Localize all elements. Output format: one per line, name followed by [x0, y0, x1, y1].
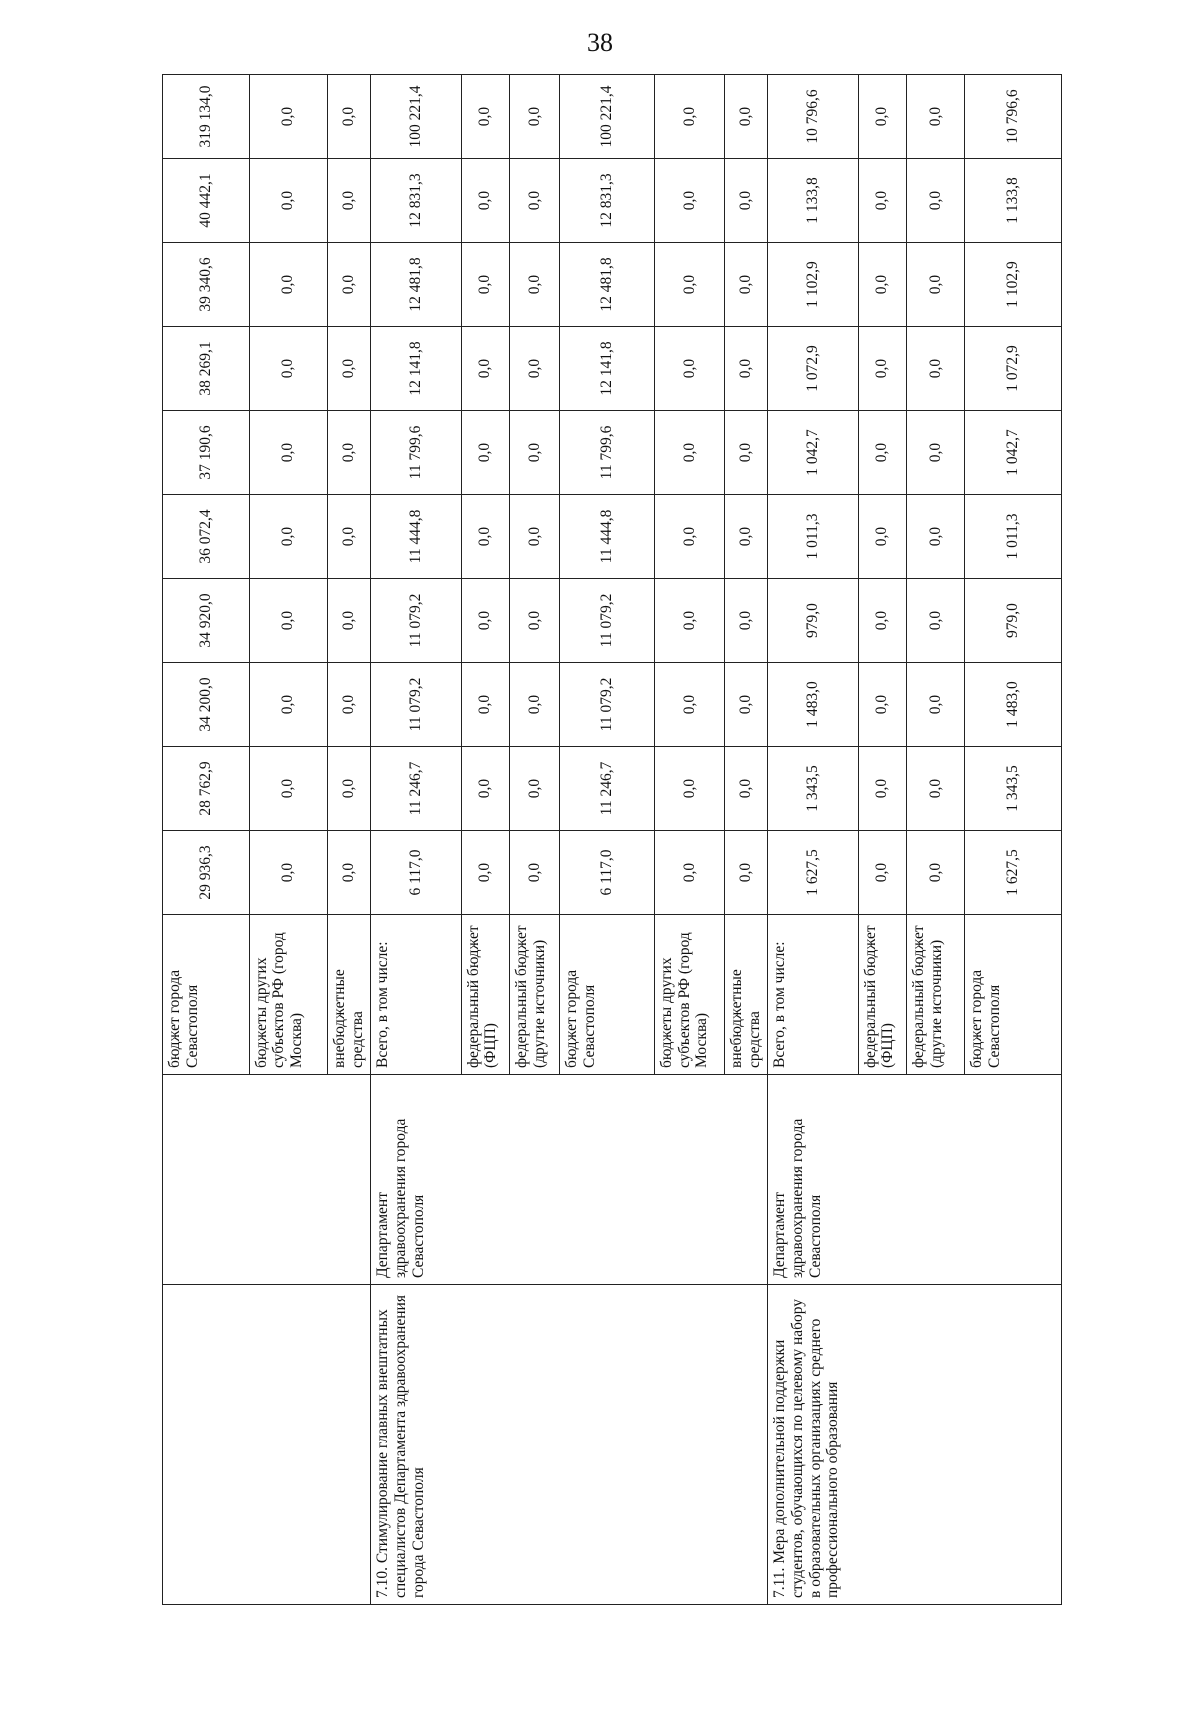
value-cell: 11 079,2 — [370, 579, 461, 663]
value-cell: 12 831,3 — [370, 159, 461, 243]
value-cell-total: 0,0 — [461, 75, 509, 159]
value-cell: 0,0 — [858, 747, 906, 831]
value-cell: 12 141,8 — [370, 327, 461, 411]
source-cell: федеральный бюджет (ФЦП) — [461, 915, 509, 1075]
value-cell-total: 0,0 — [249, 75, 328, 159]
value-cell: 11 799,6 — [370, 411, 461, 495]
value-cell: 0,0 — [858, 495, 906, 579]
value-cell: 0,0 — [654, 243, 724, 327]
value-cell-total: 100 221,4 — [370, 75, 461, 159]
value-cell: 11 246,7 — [370, 747, 461, 831]
value-cell: 0,0 — [906, 243, 964, 327]
table-row — [163, 75, 250, 1605]
value-cell: 11 079,2 — [560, 579, 655, 663]
value-cell: 0,0 — [249, 747, 328, 831]
value-cell: 1 102,9 — [768, 243, 859, 327]
value-cell: 0,0 — [725, 747, 768, 831]
value-cell: 0,0 — [654, 411, 724, 495]
rotated-table-wrapper — [162, 75, 1062, 1605]
value-cell-total: 0,0 — [858, 75, 906, 159]
executor-cell — [163, 1075, 371, 1285]
value-cell: 0,0 — [654, 495, 724, 579]
value-cell: 11 079,2 — [560, 663, 655, 747]
value-cell: 1 343,5 — [965, 747, 1062, 831]
value-cell: 0,0 — [328, 327, 371, 411]
value-cell: 0,0 — [249, 495, 328, 579]
value-cell: 0,0 — [509, 831, 559, 915]
value-cell: 0,0 — [328, 579, 371, 663]
value-cell: 0,0 — [858, 243, 906, 327]
value-cell: 0,0 — [725, 327, 768, 411]
value-cell: 1 102,9 — [965, 243, 1062, 327]
value-cell: 34 920,0 — [163, 579, 250, 663]
value-cell: 0,0 — [249, 159, 328, 243]
value-cell: 0,0 — [328, 243, 371, 327]
value-cell: 0,0 — [249, 411, 328, 495]
value-cell: 1 072,9 — [768, 327, 859, 411]
value-cell: 0,0 — [725, 159, 768, 243]
value-cell: 0,0 — [858, 327, 906, 411]
value-cell: 34 200,0 — [163, 663, 250, 747]
source-cell: внебюджетные средства — [725, 915, 768, 1075]
value-cell: 1 011,3 — [768, 495, 859, 579]
value-cell: 1 627,5 — [965, 831, 1062, 915]
source-cell: внебюджетные средства — [328, 915, 371, 1075]
value-cell: 0,0 — [328, 663, 371, 747]
value-cell-total: 0,0 — [328, 75, 371, 159]
value-cell: 11 799,6 — [560, 411, 655, 495]
value-cell: 0,0 — [509, 663, 559, 747]
value-cell-total: 100 221,4 — [560, 75, 655, 159]
value-cell: 0,0 — [725, 663, 768, 747]
value-cell: 0,0 — [509, 495, 559, 579]
value-cell: 1 483,0 — [965, 663, 1062, 747]
value-cell-total: 10 796,6 — [768, 75, 859, 159]
value-cell: 28 762,9 — [163, 747, 250, 831]
value-cell: 0,0 — [654, 579, 724, 663]
value-cell: 0,0 — [509, 159, 559, 243]
value-cell: 0,0 — [858, 579, 906, 663]
value-cell: 0,0 — [249, 831, 328, 915]
value-cell: 11 246,7 — [560, 747, 655, 831]
table-row — [768, 75, 859, 1605]
value-cell-total: 0,0 — [906, 75, 964, 159]
source-cell: бюджеты других субъектов РФ (город Москва) — [654, 915, 724, 1075]
value-cell: 0,0 — [858, 159, 906, 243]
value-cell: 1 133,8 — [965, 159, 1062, 243]
value-cell: 0,0 — [906, 411, 964, 495]
value-cell: 0,0 — [906, 831, 964, 915]
value-cell: 12 141,8 — [560, 327, 655, 411]
value-cell: 979,0 — [965, 579, 1062, 663]
value-cell: 979,0 — [768, 579, 859, 663]
value-cell: 0,0 — [328, 411, 371, 495]
value-cell: 36 072,4 — [163, 495, 250, 579]
source-cell: бюджеты других субъектов РФ (город Москва) — [249, 915, 328, 1075]
value-cell: 0,0 — [461, 831, 509, 915]
value-cell: 0,0 — [725, 411, 768, 495]
value-cell: 0,0 — [461, 579, 509, 663]
value-cell: 12 481,8 — [560, 243, 655, 327]
value-cell: 0,0 — [509, 243, 559, 327]
value-cell: 0,0 — [906, 579, 964, 663]
value-cell: 0,0 — [654, 159, 724, 243]
value-cell-total: 319 134,0 — [163, 75, 250, 159]
source-cell: Всего, в том числе: — [768, 915, 859, 1075]
source-cell: федеральный бюджет (другие источники) — [906, 915, 964, 1075]
value-cell-total: 0,0 — [654, 75, 724, 159]
value-cell: 0,0 — [906, 159, 964, 243]
value-cell: 0,0 — [509, 327, 559, 411]
value-cell: 37 190,6 — [163, 411, 250, 495]
executor-cell-7-11: Департамент здравоохранения города Севастополя — [768, 1075, 1062, 1285]
value-cell: 0,0 — [328, 159, 371, 243]
value-cell: 0,0 — [249, 327, 328, 411]
value-cell-total: 10 796,6 — [965, 75, 1062, 159]
value-cell: 11 079,2 — [370, 663, 461, 747]
value-cell: 0,0 — [461, 663, 509, 747]
value-cell: 0,0 — [328, 747, 371, 831]
value-cell: 0,0 — [906, 495, 964, 579]
value-cell: 0,0 — [328, 831, 371, 915]
source-cell: бюджет города Севастополя — [163, 915, 250, 1075]
measure-cell-7-10: 7.10. Стимулирование главных внештатных специалистов Департамента здравоохранения города Севастополя — [370, 1285, 767, 1605]
budget-table — [162, 74, 1062, 1605]
value-cell: 0,0 — [509, 747, 559, 831]
value-cell: 29 936,3 — [163, 831, 250, 915]
value-cell: 1 042,7 — [768, 411, 859, 495]
value-cell: 0,0 — [249, 579, 328, 663]
value-cell: 12 481,8 — [370, 243, 461, 327]
value-cell: 0,0 — [906, 663, 964, 747]
value-cell: 0,0 — [858, 663, 906, 747]
value-cell: 40 442,1 — [163, 159, 250, 243]
value-cell: 1 483,0 — [768, 663, 859, 747]
value-cell: 1 042,7 — [965, 411, 1062, 495]
value-cell: 6 117,0 — [370, 831, 461, 915]
value-cell: 1 011,3 — [965, 495, 1062, 579]
value-cell: 0,0 — [906, 327, 964, 411]
source-cell: бюджет города Севастополя — [965, 915, 1062, 1075]
value-cell: 11 444,8 — [370, 495, 461, 579]
value-cell: 1 627,5 — [768, 831, 859, 915]
value-cell: 0,0 — [509, 579, 559, 663]
value-cell: 39 340,6 — [163, 243, 250, 327]
source-cell: федеральный бюджет (другие источники) — [509, 915, 559, 1075]
value-cell: 1 343,5 — [768, 747, 859, 831]
value-cell: 0,0 — [461, 159, 509, 243]
value-cell: 0,0 — [249, 243, 328, 327]
source-cell: федеральный бюджет (ФЦП) — [858, 915, 906, 1075]
value-cell: 0,0 — [654, 327, 724, 411]
measure-cell-7-11: 7.11. Мера дополнительной поддержки студентов, обучающихся по целевому набору в образовательных организациях среднего профессионального образования — [768, 1285, 1062, 1605]
value-cell: 0,0 — [858, 831, 906, 915]
value-cell: 0,0 — [725, 495, 768, 579]
source-cell: Всего, в том числе: — [370, 915, 461, 1075]
value-cell: 0,0 — [328, 495, 371, 579]
table-row — [370, 75, 461, 1605]
value-cell: 0,0 — [858, 411, 906, 495]
value-cell: 0,0 — [249, 663, 328, 747]
value-cell: 11 444,8 — [560, 495, 655, 579]
value-cell-total: 0,0 — [725, 75, 768, 159]
executor-cell-7-10: Департамент здравоохранения города Севастополя — [370, 1075, 767, 1285]
value-cell: 0,0 — [509, 411, 559, 495]
value-cell: 1 133,8 — [768, 159, 859, 243]
value-cell: 0,0 — [906, 747, 964, 831]
value-cell: 6 117,0 — [560, 831, 655, 915]
page-number: 38 — [587, 28, 613, 57]
value-cell: 0,0 — [461, 411, 509, 495]
value-cell: 0,0 — [725, 831, 768, 915]
value-cell: 38 269,1 — [163, 327, 250, 411]
value-cell: 1 072,9 — [965, 327, 1062, 411]
measure-cell — [163, 1285, 371, 1605]
value-cell: 0,0 — [461, 495, 509, 579]
value-cell: 0,0 — [461, 327, 509, 411]
value-cell: 0,0 — [725, 579, 768, 663]
value-cell-total: 0,0 — [509, 75, 559, 159]
value-cell: 0,0 — [725, 243, 768, 327]
value-cell: 0,0 — [654, 747, 724, 831]
value-cell: 0,0 — [654, 831, 724, 915]
value-cell: 0,0 — [461, 747, 509, 831]
value-cell: 12 831,3 — [560, 159, 655, 243]
value-cell: 0,0 — [461, 243, 509, 327]
source-cell: бюджет города Севастополя — [560, 915, 655, 1075]
value-cell: 0,0 — [654, 663, 724, 747]
